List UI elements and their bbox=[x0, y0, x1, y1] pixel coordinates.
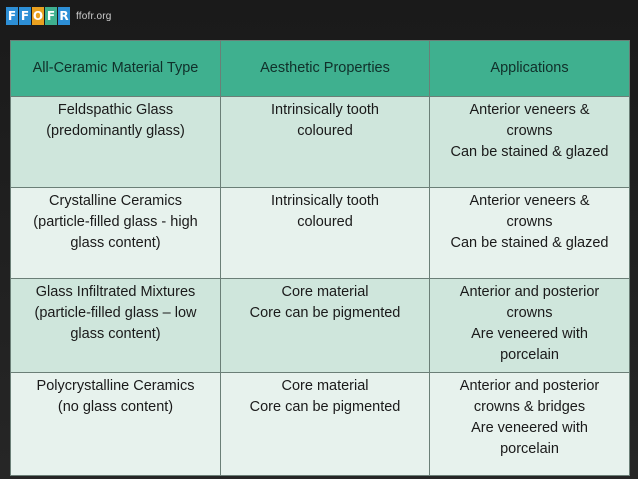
cell-line: (no glass content) bbox=[57, 399, 174, 415]
cell-applications bbox=[430, 97, 630, 188]
cell-line: (particle-filled glass – low bbox=[34, 305, 197, 321]
cell-aesthetic bbox=[221, 97, 430, 188]
cell-line: crowns bbox=[506, 305, 553, 321]
cell-line: Feldspathic Glass bbox=[57, 102, 174, 118]
cell-aesthetic bbox=[221, 188, 430, 279]
header-applications: Applications bbox=[430, 41, 630, 97]
cell-line: crowns & bridges bbox=[473, 399, 586, 415]
cell-line: Anterior veneers & bbox=[469, 102, 590, 118]
logo-site-name: ffofr.org bbox=[76, 10, 112, 22]
cell-line: Anterior veneers & bbox=[469, 193, 590, 209]
cell-line: Can be stained & glazed bbox=[450, 144, 609, 160]
table-row bbox=[11, 97, 630, 188]
cell-line: porcelain bbox=[500, 441, 559, 457]
cell-line: (predominantly glass) bbox=[46, 123, 185, 139]
cell-line: Polycrystalline Ceramics bbox=[36, 378, 195, 394]
logo-letter: F bbox=[46, 9, 56, 23]
cell-aesthetic bbox=[221, 373, 430, 476]
logo-letter: R bbox=[59, 9, 69, 23]
cell-line: Intrinsically tooth bbox=[271, 193, 379, 209]
table-row bbox=[11, 373, 630, 476]
cell-material bbox=[11, 373, 221, 476]
cell-material bbox=[11, 188, 221, 279]
logo-letter: F bbox=[20, 9, 30, 23]
cell-line: Anterior and posterior bbox=[459, 284, 600, 300]
cell-line: Core can be pigmented bbox=[249, 399, 401, 415]
cell-line: crowns bbox=[506, 214, 553, 230]
site-logo[interactable] bbox=[6, 6, 112, 26]
cell-line: Core material bbox=[281, 284, 369, 300]
logo-letter: O bbox=[32, 9, 44, 23]
cell-line: coloured bbox=[297, 123, 353, 139]
cell-aesthetic bbox=[221, 279, 430, 373]
cell-line: coloured bbox=[297, 214, 353, 230]
cell-line: glass content) bbox=[70, 326, 161, 342]
cell-material bbox=[11, 279, 221, 373]
table-row bbox=[11, 279, 630, 373]
cell-line: Core material bbox=[281, 378, 369, 394]
header-aesthetic-properties: Aesthetic Properties bbox=[221, 41, 430, 97]
header-material-type: All-Ceramic Material Type bbox=[11, 41, 221, 97]
ceramics-table bbox=[10, 40, 630, 476]
cell-line: porcelain bbox=[500, 347, 559, 363]
cell-line: Anterior and posterior bbox=[459, 378, 600, 394]
cell-line: (particle-filled glass - high bbox=[33, 214, 198, 230]
cell-line: glass content) bbox=[70, 235, 161, 251]
cell-applications bbox=[430, 188, 630, 279]
cell-line: Can be stained & glazed bbox=[450, 235, 609, 251]
cell-line: Intrinsically tooth bbox=[271, 102, 379, 118]
table-row bbox=[11, 188, 630, 279]
cell-line: Are veneered with bbox=[471, 420, 588, 436]
logo-mark bbox=[6, 7, 71, 25]
cell-line: Are veneered with bbox=[471, 326, 588, 342]
logo-letter: F bbox=[7, 9, 17, 23]
cell-line: Glass Infiltrated Mixtures bbox=[35, 284, 196, 300]
cell-line: Core can be pigmented bbox=[249, 305, 401, 321]
cell-line: Crystalline Ceramics bbox=[49, 193, 182, 209]
cell-applications bbox=[430, 373, 630, 476]
cell-line: crowns bbox=[506, 123, 553, 139]
cell-material bbox=[11, 97, 221, 188]
cell-applications bbox=[430, 279, 630, 373]
table-header-row bbox=[11, 41, 630, 97]
